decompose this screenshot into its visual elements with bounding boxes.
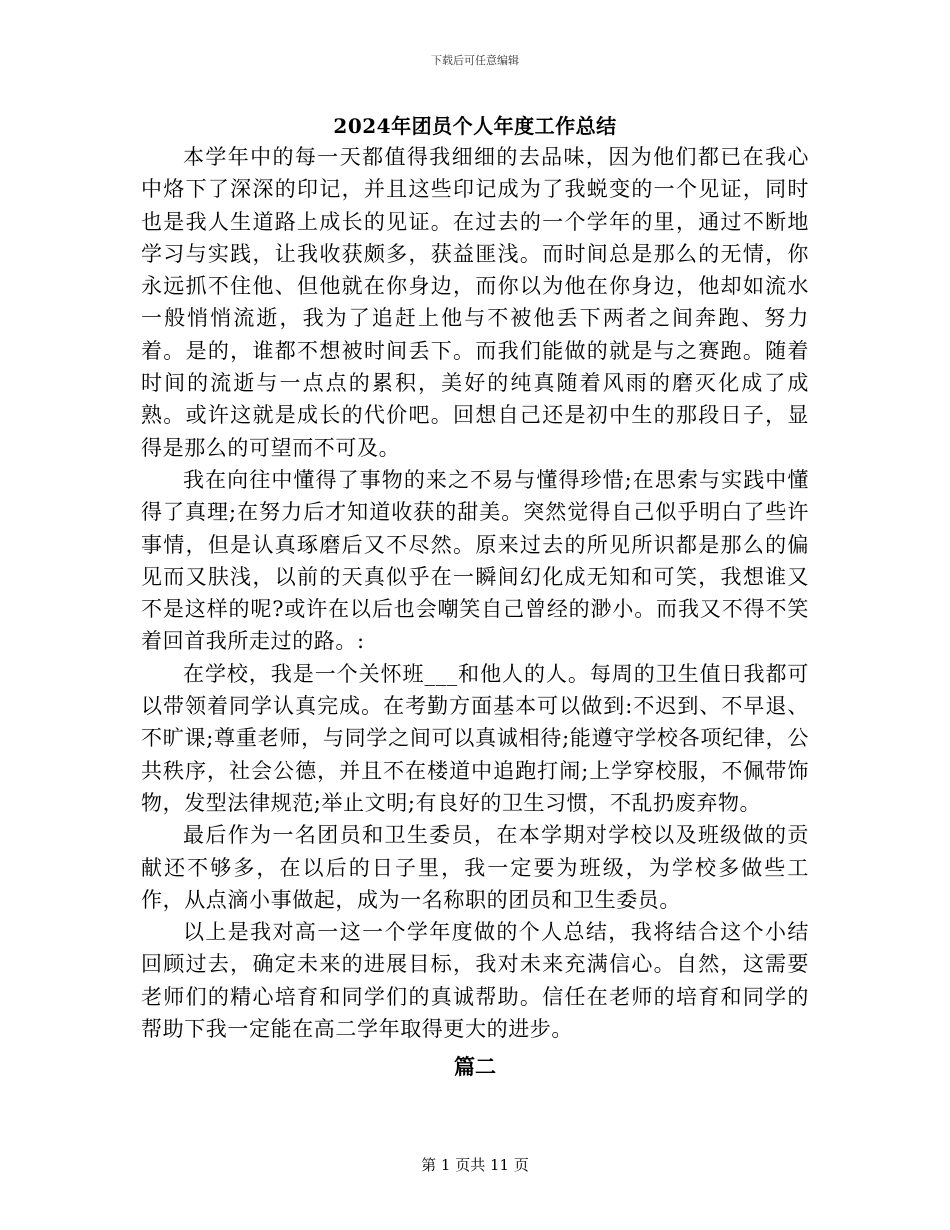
paragraph-3: 在学校，我是一个关怀班___和他人的人。每周的卫生值日我都可以带领着同学认真完成。在考勤方面基本可以做到:不迟到、不早退、不旷课;尊重老师，与同学之间可以真诚相待;能遵守学校各项纪律，公共秩序，社会公德，并且不在楼道中追跑打闹;上学穿校服，不佩带饰物，发型法律规范;举止文明;有良好的卫生习惯，不乱扔废弃物。 [141,661,809,815]
paragraph-2: 我在向往中懂得了事物的来之不易与懂得珍惜;在思索与实践中懂得了真理;在努力后才知道收获的甜美。突然觉得自己似乎明白了些许事情，但是认真琢磨后又不尽然。原来过去的所见所识都是那么的偏见而又肤浅，以前的天真似乎在一瞬间幻化成无知和可笑，我想谁又不是这样的呢?或许在以后也会嘲笑自己曾经的渺小。而我又不得不笑着回首我所走过的路。: [141,467,809,654]
section-heading: 篇二 [454,1054,496,1079]
paragraph-1: 本学年中的每一天都值得我细细的去品味，因为他们都已在我心中烙下了深深的印记，并且这些印记成为了我蜕变的一个见证，同时也是我人生道路上成长的见证。在过去的一个学年的里，通过不断地学习与实践，让我收获颇多，获益匪浅。而时间总是那么的无情，你永远抓不住他、但他就在你身边，而你以为他在你身边，他却如流水一般悄悄流逝，我为了追赶上他与不被他丢下两者之间奔跑、努力着。是的，谁都不想被时间丢下。而我们能做的就是与之赛跑。随着时间的流逝与一点点的累积，美好的纯真随着风雨的磨灭化成了成熟。或许这就是成长的代价吧。回想自己还是初中生的那段日子，显得是那么的可望而不可及。 [141,145,809,460]
page-header-note: 下载后可任意编辑 [431,54,519,67]
document-body [141,141,809,1045]
paragraph-4: 最后作为一名团员和卫生委员，在本学期对学校以及班级做的贡献还不够多，在以后的日子里，我一定要为班级，为学校多做些工作，从点滴小事做起，成为一名称职的团员和卫生委员。 [141,823,809,912]
page-footer: 第 1 页共 11 页 [421,1156,529,1174]
paragraph-5: 以上是我对高一这一个学年度做的个人总结，我将结合这个小结回顾过去，确定未来的进展目标，我对未来充满信心。自然，这需要老师们的精心培育和同学们的真诚帮助。信任在老师的培育和同学的帮助下我一定能在高二学年取得更大的进步。 [141,920,809,1042]
document-title: 2024年团员个人年度工作总结 [333,114,617,138]
